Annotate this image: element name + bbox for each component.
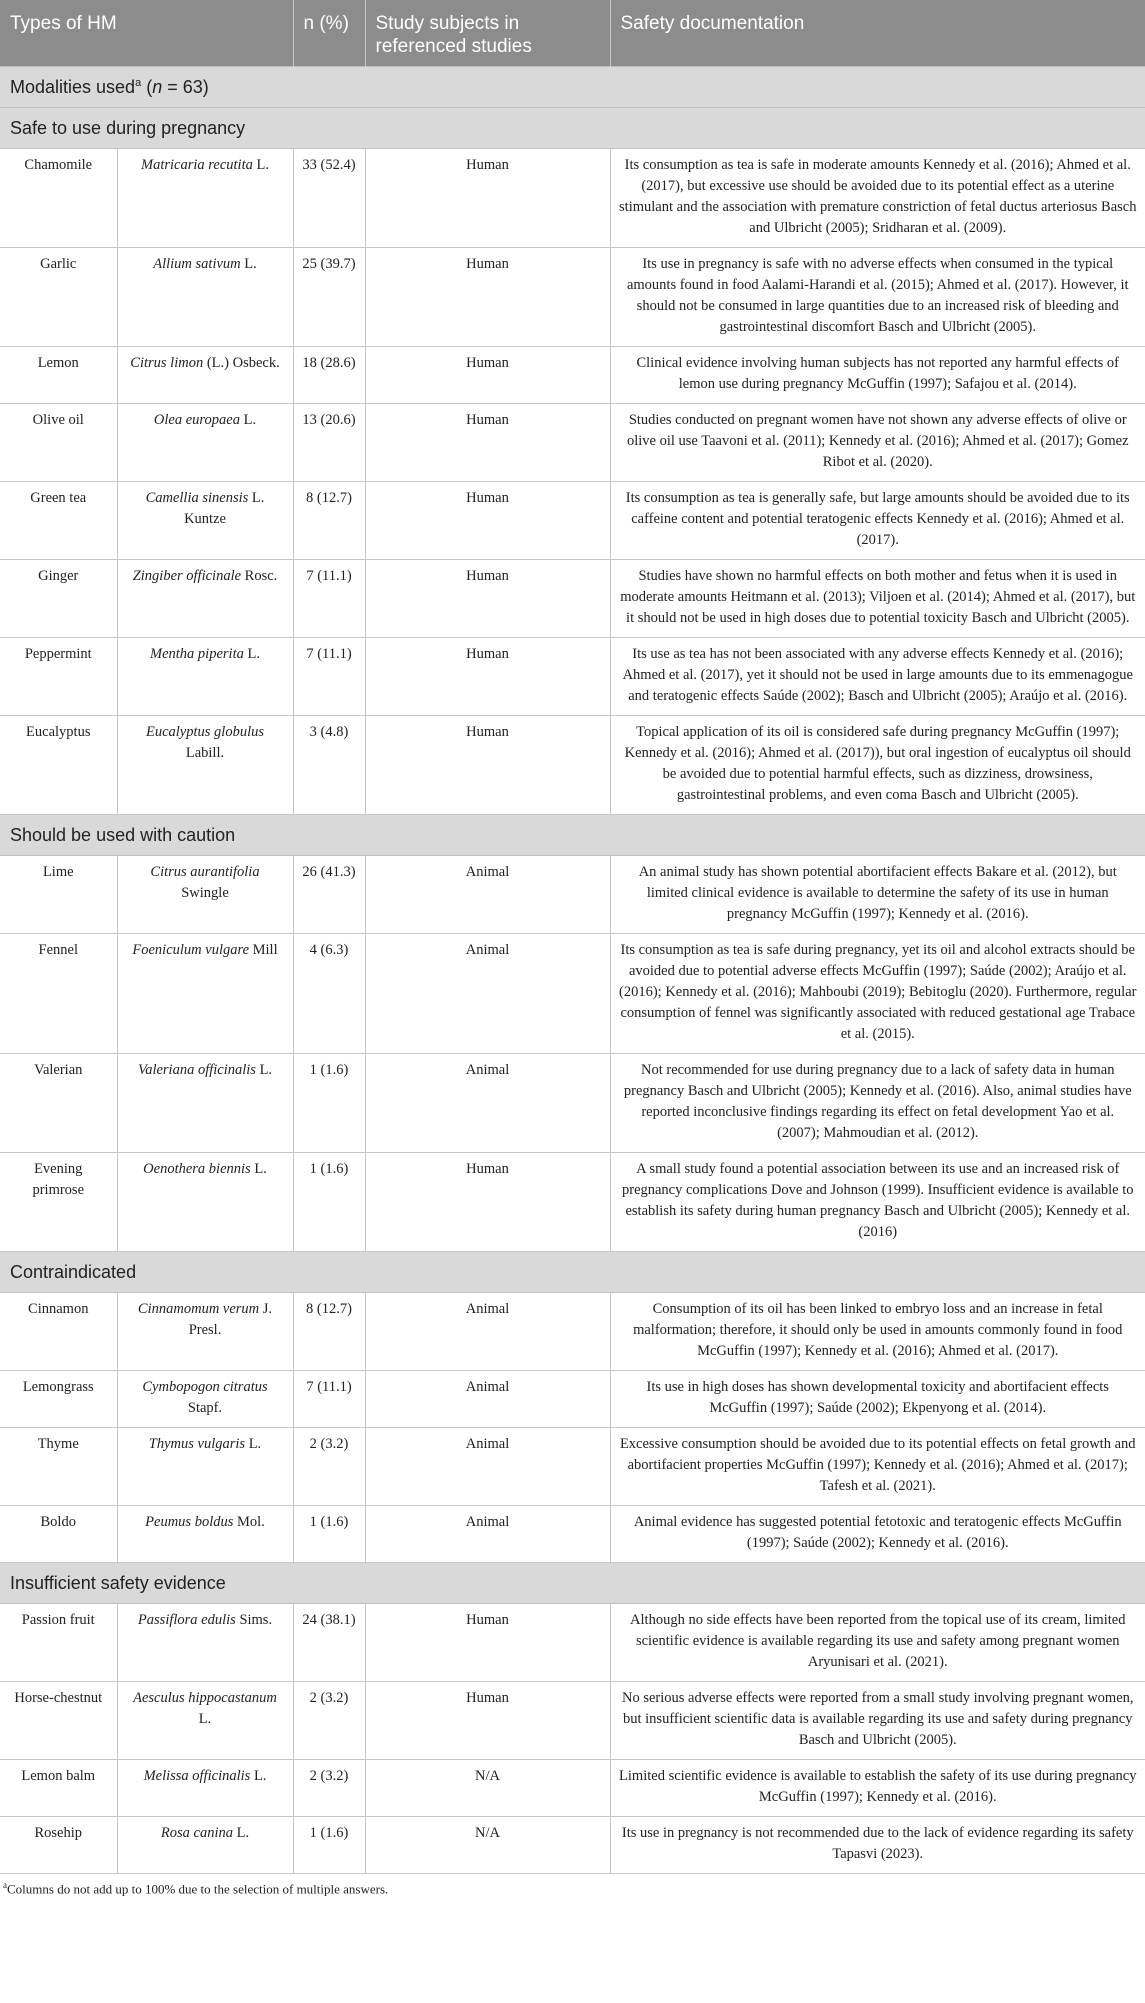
common-name-cell: Rosehip: [0, 1817, 117, 1874]
scientific-name-cell: [117, 347, 293, 404]
species-authority: Sims.: [235, 1612, 273, 1628]
study-subjects-cell: Human: [365, 1682, 610, 1760]
scientific-name-cell: [117, 1054, 293, 1153]
table-row: [0, 934, 1145, 1054]
safety-documentation-cell: Although no side effects have been reported from the topical use of its cream, limited scientific evidence is available regarding its use and safety among pregnant women Aryunisari et al. (2021).: [610, 1604, 1145, 1682]
section-header-row: [0, 108, 1145, 149]
study-subjects-cell: Animal: [365, 1293, 610, 1371]
section-header-row: [0, 815, 1145, 856]
table-row: [0, 1153, 1145, 1252]
study-subjects-cell: Human: [365, 560, 610, 638]
species-name: Peumus boldus: [145, 1514, 234, 1530]
modalities-footnote-mark: a: [135, 76, 142, 89]
study-subjects-cell: Animal: [365, 1054, 610, 1153]
header-types-of-hm: Types of HM: [0, 0, 293, 67]
n-percent-cell: 33 (52.4): [293, 149, 365, 248]
table-row: [0, 856, 1145, 934]
section-title: Should be used with caution: [0, 815, 1145, 856]
safety-documentation-cell: No serious adverse effects were reported from a small study involving pregnant women, but insufficient scientific data is available regarding its use and safety during pregnancy Basch and Ulbricht (2005).: [610, 1682, 1145, 1760]
n-percent-cell: 25 (39.7): [293, 248, 365, 347]
common-name-cell: Lemon: [0, 347, 117, 404]
species-authority: Stapf.: [187, 1400, 223, 1416]
table-row: [0, 1428, 1145, 1506]
common-name-cell: Garlic: [0, 248, 117, 347]
scientific-name-cell: [117, 1293, 293, 1371]
study-subjects-cell: Human: [365, 347, 610, 404]
scientific-name-cell: [117, 934, 293, 1054]
species-authority: L.: [250, 1768, 267, 1784]
common-name-cell: Horse-chestnut: [0, 1682, 117, 1760]
header-safety-documentation: Safety documentation: [610, 0, 1145, 67]
safety-documentation-cell: Studies conducted on pregnant women have not shown any adverse effects of olive or olive oil use Taavoni et al. (2011); Kennedy et al. (2016); Ahmed et al. (2017); Gomez Ribot et al. (2020).: [610, 404, 1145, 482]
scientific-name-cell: [117, 560, 293, 638]
safety-documentation-cell: Not recommended for use during pregnancy due to a lack of safety data in human pregnancy Basch and Ulbricht (2005); Kennedy et al. (2016). Also, animal studies have reported inconclusive findings regarding its effect on fetal development Yao et al. (2007); Mahmoudian et al. (2012).: [610, 1054, 1145, 1153]
study-subjects-cell: Human: [365, 404, 610, 482]
n-percent-cell: 2 (3.2): [293, 1428, 365, 1506]
table-row: [0, 1371, 1145, 1428]
species-authority: L.: [239, 412, 257, 428]
species-authority: L.: [243, 646, 260, 662]
species-authority: L.: [250, 1161, 267, 1177]
scientific-name-cell: [117, 1371, 293, 1428]
safety-documentation-cell: Studies have shown no harmful effects on both mother and fetus when it is used in moderate amounts Heitmann et al. (2013); Viljoen et al. (2014); Ahmed et al. (2017), but it should not be used in high doses due to potential toxicity Basch and Ulbricht (2005).: [610, 560, 1145, 638]
scientific-name-cell: [117, 482, 293, 560]
scientific-name-cell: [117, 1817, 293, 1874]
table-row: [0, 482, 1145, 560]
safety-documentation-cell: Topical application of its oil is considered safe during pregnancy McGuffin (1997); Kennedy et al. (2016); Ahmed et al. (2017)), but oral ingestion of eucalyptus oil should be avoided due to potential harmful effects, such as dizziness, drowsiness, gastrointestinal problems, and even coma Basch and Ulbricht (2005).: [610, 716, 1145, 815]
scientific-name-cell: [117, 1428, 293, 1506]
species-name: Zingiber officinale: [132, 568, 242, 584]
table-row: [0, 1506, 1145, 1563]
species-name: Olea europaea: [153, 412, 240, 428]
n-percent-cell: 2 (3.2): [293, 1682, 365, 1760]
safety-documentation-cell: An animal study has shown potential abortifacient effects Bakare et al. (2012), but limited clinical evidence is available to determine the safety of its use in human pregnancy McGuffin (1997); Kennedy et al. (2016).: [610, 856, 1145, 934]
n-percent-cell: 3 (4.8): [293, 716, 365, 815]
modalities-n-symbol: n: [152, 76, 163, 97]
study-subjects-cell: Human: [365, 716, 610, 815]
species-name: Citrus aurantifolia: [150, 864, 260, 880]
common-name-cell: Eucalyptus: [0, 716, 117, 815]
species-authority: L. Kuntze: [184, 490, 265, 527]
modalities-label: Modalities used: [10, 76, 136, 97]
common-name-cell: Lemon balm: [0, 1760, 117, 1817]
safety-documentation-cell: Clinical evidence involving human subjects has not reported any harmful effects of lemon use during pregnancy McGuffin (1997); Safajou et al. (2014).: [610, 347, 1145, 404]
scientific-name-cell: [117, 1506, 293, 1563]
scientific-name-cell: [117, 248, 293, 347]
section-title: Insufficient safety evidence: [0, 1563, 1145, 1604]
species-authority: L.: [255, 1062, 273, 1078]
n-percent-cell: 7 (11.1): [293, 560, 365, 638]
scientific-name-cell: [117, 716, 293, 815]
species-name: Cinnamomum verum: [137, 1301, 260, 1317]
common-name-cell: Passion fruit: [0, 1604, 117, 1682]
species-name: Rosa canina: [160, 1825, 233, 1841]
common-name-cell: Ginger: [0, 560, 117, 638]
study-subjects-cell: Animal: [365, 1506, 610, 1563]
safety-documentation-cell: A small study found a potential association between its use and an increased risk of pregnancy complications Dove and Johnson (1999). Insufficient evidence is available to establish its safety during human pregnancy Basch and Ulbricht (2005); Kennedy et al. (2016): [610, 1153, 1145, 1252]
modalities-row: [0, 67, 1145, 108]
table-body: [0, 67, 1145, 1874]
n-percent-cell: 7 (11.1): [293, 1371, 365, 1428]
n-percent-cell: 1 (1.6): [293, 1153, 365, 1252]
safety-documentation-cell: Excessive consumption should be avoided due to its potential effects on fetal growth and abortifacient properties McGuffin (1997); Kennedy et al. (2016); Ahmed et al. (2017); Tafesh et al. (2021).: [610, 1428, 1145, 1506]
section-header-row: [0, 1252, 1145, 1293]
species-authority: Mill: [249, 942, 278, 958]
species-name: Thymus vulgaris: [148, 1436, 246, 1452]
table-row: [0, 149, 1145, 248]
species-name: Valeriana officinalis: [137, 1062, 256, 1078]
study-subjects-cell: N/A: [365, 1817, 610, 1874]
common-name-cell: Lime: [0, 856, 117, 934]
species-name: Camellia sinensis: [145, 490, 249, 506]
scientific-name-cell: [117, 149, 293, 248]
safety-documentation-cell: Limited scientific evidence is available to establish the safety of its use during pregnancy McGuffin (1997); Kennedy et al. (2016).: [610, 1760, 1145, 1817]
species-authority: Mol.: [233, 1514, 265, 1530]
section-title: Safe to use during pregnancy: [0, 108, 1145, 149]
common-name-cell: Lemongrass: [0, 1371, 117, 1428]
common-name-cell: Evening primrose: [0, 1153, 117, 1252]
safety-documentation-cell: Animal evidence has suggested potential fetotoxic and teratogenic effects McGuffin (1997); Saúde (2002); Kennedy et al. (2016).: [610, 1506, 1145, 1563]
study-subjects-cell: Human: [365, 1153, 610, 1252]
species-authority: L.: [252, 157, 269, 173]
scientific-name-cell: [117, 1604, 293, 1682]
common-name-cell: Thyme: [0, 1428, 117, 1506]
species-authority: J. Presl.: [188, 1301, 273, 1338]
table-row: [0, 1604, 1145, 1682]
n-percent-cell: 13 (20.6): [293, 404, 365, 482]
table-footnote: [0, 1874, 1145, 1903]
species-authority: Swingle: [181, 885, 229, 901]
table-row: [0, 1817, 1145, 1874]
n-percent-cell: 7 (11.1): [293, 638, 365, 716]
study-subjects-cell: Animal: [365, 934, 610, 1054]
table-row: [0, 404, 1145, 482]
n-percent-cell: 1 (1.6): [293, 1817, 365, 1874]
scientific-name-cell: [117, 638, 293, 716]
table-row: [0, 1682, 1145, 1760]
study-subjects-cell: Animal: [365, 1371, 610, 1428]
species-name: Matricaria recutita: [141, 157, 253, 173]
modalities-cell: [0, 67, 1145, 108]
scientific-name-cell: [117, 404, 293, 482]
table-row: [0, 716, 1145, 815]
scientific-name-cell: [117, 1153, 293, 1252]
table-row: [0, 248, 1145, 347]
species-name: Melissa officinalis: [143, 1768, 251, 1784]
modalities-n-value: = 63): [162, 76, 209, 97]
modalities-n-open: (: [141, 76, 153, 97]
species-authority: Rosc.: [241, 568, 278, 584]
common-name-cell: Chamomile: [0, 149, 117, 248]
safety-documentation-cell: Its consumption as tea is generally safe, but large amounts should be avoided due to its caffeine content and potential teratogenic effects Kennedy et al. (2016); Ahmed et al. (2017).: [610, 482, 1145, 560]
n-percent-cell: 18 (28.6): [293, 347, 365, 404]
species-name: Oenothera biennis: [143, 1161, 251, 1177]
table-row: [0, 1054, 1145, 1153]
species-name: Citrus limon: [130, 355, 204, 371]
common-name-cell: Peppermint: [0, 638, 117, 716]
section-header-row: [0, 1563, 1145, 1604]
study-subjects-cell: Human: [365, 248, 610, 347]
safety-documentation-cell: Its use in pregnancy is safe with no adverse effects when consumed in the typical amounts found in food Aalami-Harandi et al. (2015); Ahmed et al. (2017). However, it should not be consumed in large quantities due to an increased risk of bleeding and gastrointestinal discomfort Basch and Ulbricht (2005).: [610, 248, 1145, 347]
footnote-text: Columns do not add up to 100% due to the selection of multiple answers.: [7, 1881, 389, 1897]
n-percent-cell: 2 (3.2): [293, 1760, 365, 1817]
common-name-cell: Green tea: [0, 482, 117, 560]
n-percent-cell: 8 (12.7): [293, 1293, 365, 1371]
species-authority: L.: [198, 1711, 212, 1727]
species-name: Eucalyptus globulus: [145, 724, 264, 740]
common-name-cell: Cinnamon: [0, 1293, 117, 1371]
species-name: Allium sativum: [153, 256, 241, 272]
header-n-percent: n (%): [293, 0, 365, 67]
table-row: [0, 1293, 1145, 1371]
n-percent-cell: 26 (41.3): [293, 856, 365, 934]
safety-documentation-cell: Its consumption as tea is safe during pregnancy, yet its oil and alcohol extracts should be avoided due to potential adverse effects McGuffin (1997); Saúde (2002); Araújo et al. (2016); Kennedy et al. (2016); Mahboubi (2019); Bebitoglu (2020). Furthermore, regular consumption of fennel was significantly associated with reduced gestational age Trabace et al. (2015).: [610, 934, 1145, 1054]
species-name: Mentha piperita: [150, 646, 244, 662]
study-subjects-cell: Human: [365, 638, 610, 716]
safety-documentation-cell: Its use as tea has not been associated with any adverse effects Kennedy et al. (2016); Ahmed et al. (2017), yet it should not be used in large amounts due to its emmenagogue and teratogenic effects Saúde (2002); Basch and Ulbricht (2005); Araújo et al. (2016).: [610, 638, 1145, 716]
study-subjects-cell: Animal: [365, 1428, 610, 1506]
table-row: [0, 1760, 1145, 1817]
common-name-cell: Fennel: [0, 934, 117, 1054]
table-row: [0, 560, 1145, 638]
study-subjects-cell: Human: [365, 149, 610, 248]
table-header-row: [0, 0, 1145, 67]
study-subjects-cell: Human: [365, 482, 610, 560]
common-name-cell: Boldo: [0, 1506, 117, 1563]
n-percent-cell: 8 (12.7): [293, 482, 365, 560]
scientific-name-cell: [117, 1682, 293, 1760]
safety-documentation-cell: Its use in pregnancy is not recommended due to the lack of evidence regarding its safety Tapasvi (2023).: [610, 1817, 1145, 1874]
table-row: [0, 638, 1145, 716]
scientific-name-cell: [117, 1760, 293, 1817]
scientific-name-cell: [117, 856, 293, 934]
species-authority: L.: [245, 1436, 262, 1452]
n-percent-cell: 1 (1.6): [293, 1506, 365, 1563]
safety-documentation-cell: Its use in high doses has shown developmental toxicity and abortifacient effects McGuffin (1997); Saúde (2002); Ekpenyong et al. (2014).: [610, 1371, 1145, 1428]
section-title: Contraindicated: [0, 1252, 1145, 1293]
study-subjects-cell: N/A: [365, 1760, 610, 1817]
species-authority: Labill.: [185, 745, 225, 761]
n-percent-cell: 24 (38.1): [293, 1604, 365, 1682]
footnote-mark: a: [3, 1880, 7, 1890]
study-subjects-cell: Animal: [365, 856, 610, 934]
species-name: Cymbopogon citratus: [142, 1379, 268, 1395]
common-name-cell: Olive oil: [0, 404, 117, 482]
safety-documentation-cell: Consumption of its oil has been linked to embryo loss and an increase in fetal malformation; therefore, it should only be used in amounts commonly found in food McGuffin (1997); Kennedy et al. (2016); Ahmed et al. (2017).: [610, 1293, 1145, 1371]
table-row: [0, 347, 1145, 404]
safety-documentation-cell: Its consumption as tea is safe in moderate amounts Kennedy et al. (2016); Ahmed et al. (2017), but excessive use should be avoided due to its potential effect as a uterine stimulant and the association with premature constriction of fetal ductus arteriosus Basch and Ulbricht (2005); Sridharan et al. (2009).: [610, 149, 1145, 248]
species-name: Aesculus hippocastanum: [133, 1690, 277, 1706]
species-authority: (L.) Osbeck.: [203, 355, 280, 371]
species-authority: L.: [240, 256, 257, 272]
header-study-subjects: Study subjects in referenced studies: [365, 0, 610, 67]
n-percent-cell: 1 (1.6): [293, 1054, 365, 1153]
common-name-cell: Valerian: [0, 1054, 117, 1153]
species-authority: L.: [232, 1825, 250, 1841]
n-percent-cell: 4 (6.3): [293, 934, 365, 1054]
species-name: Foeniculum vulgare: [132, 942, 250, 958]
study-subjects-cell: Human: [365, 1604, 610, 1682]
species-name: Passiflora edulis: [137, 1612, 236, 1628]
